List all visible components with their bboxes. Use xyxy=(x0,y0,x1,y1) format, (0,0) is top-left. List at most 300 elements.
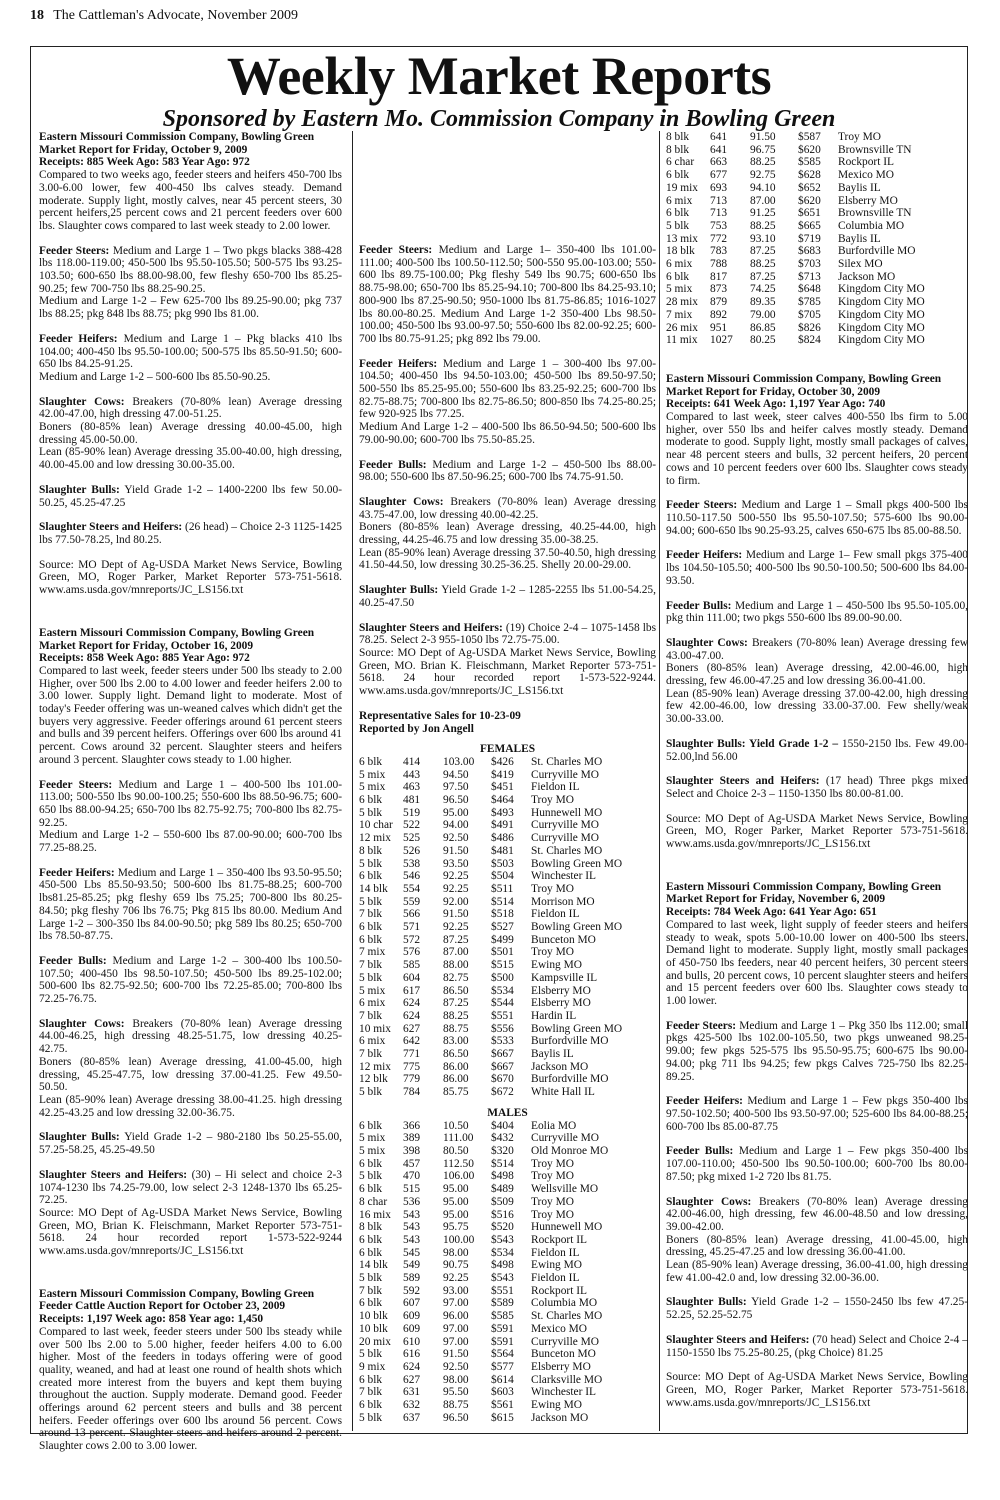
sale-town: St. Charles MO xyxy=(531,755,603,768)
category-label: Slaughter Steers and Heifers: xyxy=(39,521,183,534)
category-text: Yield Grade 1-2 – 1550-2450 lbs few 47.25-52.25, 52.25-52.75 xyxy=(666,1296,968,1322)
slaughter-steers-heifers xyxy=(666,775,968,800)
feeder-heifers xyxy=(359,358,656,422)
report-intro: Compared to last week, feeder steers under 500 lbs steady to 2.00 Higher, over 500 lbs 2.00 to 4.00 lower and feeder heifers 2.00 to 3.00 lower. Supply light. Demand light to moderate. Most of today's Feeder offering was un-weaned calves which didn't get the buyers very aggressive. Feeder offerings around 61 percent steers and bulls and 39 percent heifers. Offerings over 600 lbs around 41 percent. Cows around 32 percent. Slaughter steers and heifers around 3 percent. Slaughter cows steady to 1.00 higher. xyxy=(39,664,342,766)
sale-quantity: 10 char xyxy=(359,819,393,832)
slaughter-bulls xyxy=(359,584,656,609)
category-text: Breakers (70-80% lean) Average dressing 44.00-46.25, high dressing 48.25-51.75, low dressing 40.25-42.75. xyxy=(39,1017,342,1056)
sale-price: 91.50 xyxy=(750,131,776,143)
sale-town: Curryville MO xyxy=(531,819,600,832)
sale-price: 96.50 xyxy=(443,1411,469,1424)
sale-row xyxy=(666,283,968,296)
sale-quantity: 12 mix xyxy=(359,1060,391,1073)
column-1 xyxy=(39,131,342,1453)
sale-row xyxy=(359,1247,656,1260)
sale-row xyxy=(666,322,968,335)
sale-quantity: 6 blk xyxy=(359,870,383,883)
sale-price: 96.00 xyxy=(443,1310,469,1323)
sale-price: 83.00 xyxy=(443,1035,469,1048)
sale-amount: $651 xyxy=(798,207,821,220)
sale-amount: $493 xyxy=(491,806,514,819)
slaughter-cows xyxy=(666,637,968,662)
report-oct-9 xyxy=(39,131,342,597)
males-title: MALES xyxy=(487,1106,528,1119)
report-source: Source: MO Dept of Ag-USDA Market News Service, Bowling Green, MO. Brian K. Fleischmann, Market Reporter 573-751-5618. 24 hour recorded report 1-573-522-9244. www.ams.usda.gov/mnreports/JC_LS156.txt xyxy=(359,646,656,698)
sale-town: Ewing MO xyxy=(531,1399,582,1412)
sale-price: 92.00 xyxy=(443,895,469,908)
sale-row xyxy=(359,1120,656,1133)
sale-town: Brownsville TN xyxy=(838,143,912,156)
sale-weight: 873 xyxy=(710,283,728,296)
sale-price: 87.00 xyxy=(443,946,469,959)
sale-quantity: 5 blk xyxy=(359,1170,383,1183)
sale-price: 87.25 xyxy=(750,270,776,283)
sale-amount: $464 xyxy=(491,794,514,807)
category-text: Medium and Large 1 – Pkg 350 lbs 112.00; small pkgs 425-500 lbs 102.00-105.50, two pkgs unweaned 98.25-99.00; few pkgs 525-575 lbs 95.50-95.75; 600-675 lbs 90.00-94.00; pkg 711 lbs 94.25; few pkgs Calves 725-750 lbs 82.25-89.25. xyxy=(666,1019,968,1083)
sale-weight: 713 xyxy=(710,207,728,220)
sale-amount: $404 xyxy=(491,1119,514,1132)
sale-weight: 632 xyxy=(403,1399,421,1412)
sale-amount: $665 xyxy=(798,219,821,232)
category-text: Medium and Large 1 – Pkg blacks 410 lbs 104.00; 400-450 lbs 95.50-100.00; 500-575 lbs 85.50-91.50; 600-650 lbs 84.25-91.25. xyxy=(39,332,342,371)
sale-town: Bowling Green MO xyxy=(531,857,623,870)
sale-quantity: 5 blk xyxy=(359,857,383,870)
category-label: Feeder Bulls: xyxy=(359,458,427,471)
category-text: Breakers (70-80% lean) Average dressing 42.00-47.00, high dressing 47.00-51.25. xyxy=(39,395,342,421)
sale-row xyxy=(359,1259,656,1272)
sale-town: Curryville MO xyxy=(531,1335,600,1348)
sale-price: 91.50 xyxy=(443,908,469,921)
category-label: Feeder Heifers: xyxy=(39,866,115,879)
report-intro: Compared to two weeks ago, feeder steers and heifers 450-700 lbs 3.00-6.00 lower, few 400-450 lbs calves steady. Demand moderate. Supply light, mostly calves, near 45 percent steers, 30 percent heifers,25 percent cows and 21 percent feeders over 600 lbs. Slaughter cows compared to last week steady to 2.00 lower. xyxy=(39,169,342,232)
slaughter-cows xyxy=(39,396,342,421)
sale-amount: $432 xyxy=(491,1132,514,1145)
sale-price: 86.50 xyxy=(443,984,469,997)
page-subtitle: Sponsored by Eastern Mo. Commission Company in Bowling Green xyxy=(162,106,836,132)
slaughter-cows-boners: Boners (80-85% lean) Average dressing, 42.00-46.00, high dressing, few 46.00-47.25 and low dressing 36.00-41.00. xyxy=(666,662,968,688)
sale-row xyxy=(666,169,968,182)
sale-price: 87.25 xyxy=(443,933,469,946)
sale-weight: 389 xyxy=(403,1132,421,1145)
sale-amount: $826 xyxy=(798,321,821,334)
sale-price: 95.00 xyxy=(443,1183,469,1196)
sale-price: 88.75 xyxy=(443,1022,469,1035)
feeder-steers xyxy=(39,779,342,830)
category-label: Feeder Bulls: xyxy=(666,599,732,612)
sale-quantity: 11 mix xyxy=(666,334,698,347)
report-source: Source: MO Dept of Ag-USDA Market News Service, Bowling Green, MO, Roger Parker, Market Reporter 573-751-5618. www.ams.usda.gov/mnreports/JC_LS156.txt xyxy=(39,558,342,597)
sale-town: Burfordville MO xyxy=(838,245,916,258)
sale-row xyxy=(359,781,656,794)
column-2 xyxy=(352,131,656,1431)
sale-row xyxy=(666,245,968,258)
sale-weight: 616 xyxy=(403,1348,421,1361)
feeder-steers-2: Medium and Large 1-2 – 550-600 lbs 87.00-90.00; 600-700 lbs 77.25-88.25. xyxy=(39,829,342,855)
sale-price: 94.10 xyxy=(750,181,776,194)
sale-town: Morrison MO xyxy=(531,895,595,908)
sale-quantity: 5 blk xyxy=(359,1272,383,1285)
sale-quantity: 20 mix xyxy=(359,1335,391,1348)
sale-weight: 545 xyxy=(403,1246,421,1259)
sale-town: Ewing MO xyxy=(531,1259,582,1272)
sale-row xyxy=(666,296,968,309)
sale-row xyxy=(359,1158,656,1171)
sale-amount: $556 xyxy=(491,1022,514,1035)
report-receipts: Receipts: 784 Week Ago: 641 Year Ago: 651 xyxy=(666,906,877,919)
sale-quantity: 6 blk xyxy=(359,1183,383,1196)
sale-town: Columbia MO xyxy=(531,1297,598,1310)
sale-town: Troy MO xyxy=(531,946,574,959)
sale-amount: $514 xyxy=(491,895,514,908)
sale-quantity: 6 mix xyxy=(359,997,386,1010)
sale-price: 88.25 xyxy=(443,1009,469,1022)
sale-weight: 627 xyxy=(403,1022,421,1035)
sale-amount: $518 xyxy=(491,908,514,921)
sale-amount: $504 xyxy=(491,870,514,883)
sale-weight: 779 xyxy=(403,1073,421,1086)
sale-price: 80.25 xyxy=(750,334,776,347)
sale-amount: $498 xyxy=(491,1259,514,1272)
slaughter-cows-lean: Lean (85-90% lean) Average dressing 37.00-42.00, high dressing few 42.00-46.00, low dressing 33.00-37.00. Few shelly/weak 30.00-33.00. xyxy=(666,687,968,726)
sale-town: Troy MO xyxy=(531,1208,574,1221)
sale-price: 93.00 xyxy=(443,1284,469,1297)
sale-row xyxy=(359,1221,656,1234)
sale-row xyxy=(359,1386,656,1399)
sale-quantity: 5 blk xyxy=(359,1411,383,1424)
sale-town: Clarksville MO xyxy=(531,1373,603,1386)
sale-amount: $591 xyxy=(491,1335,514,1348)
sale-quantity: 5 mix xyxy=(666,283,693,296)
sale-quantity: 7 mix xyxy=(359,946,386,959)
sale-row xyxy=(359,1010,656,1023)
sale-quantity: 8 blk xyxy=(359,844,383,857)
sale-amount: $509 xyxy=(491,1195,514,1208)
sale-amount: $544 xyxy=(491,997,514,1010)
sale-amount: $585 xyxy=(798,156,821,169)
sale-weight: 753 xyxy=(710,219,728,232)
sale-row xyxy=(666,131,968,144)
category-label: Feeder Heifers: xyxy=(359,357,438,370)
sale-weight: 641 xyxy=(710,143,728,156)
sale-quantity: 8 char xyxy=(359,1195,388,1208)
sale-weight: 817 xyxy=(710,270,728,283)
sale-town: Elsberry MO xyxy=(531,997,591,1010)
sale-row xyxy=(359,858,656,871)
sale-price: 98.00 xyxy=(443,1373,469,1386)
sale-row xyxy=(359,1297,656,1310)
category-text: Yield Grade 1-2 – 1285-2255 lbs 51.00-54.25, 40.25-47.50 xyxy=(359,584,656,609)
sale-quantity: 16 mix xyxy=(359,1208,391,1221)
sale-weight: 713 xyxy=(710,194,728,207)
sale-price: 86.00 xyxy=(443,1073,469,1086)
report-receipts: Receipts: 641 Week Ago: 1,197 Year Ago: 740 xyxy=(666,398,886,411)
report-intro: Compared to last week, light supply of feeder steers and heifers steady to weak, spots 5.00-10.00 lower on 400-500 lbs steers. Demand light to moderate. Supply light, mostly small packages of 450-750 lbs feeders, near 40 percent heifers, 30 percent steers and bulls, 20 percent cows, 10 percent slaughter steers and heifers and 15 percent feeders over 600 lbs. Slaughter cows steady to 1.00 lower. xyxy=(666,918,968,1008)
category-label: Feeder Steers: xyxy=(666,1019,737,1032)
sale-row xyxy=(359,1048,656,1061)
sale-amount: $534 xyxy=(491,984,514,997)
sale-amount: $527 xyxy=(491,921,514,934)
sale-row xyxy=(359,1145,656,1158)
sale-price: 92.25 xyxy=(443,882,469,895)
sale-quantity: 12 mix xyxy=(359,832,391,845)
sale-price: 92.25 xyxy=(443,870,469,883)
sale-quantity: 8 blk xyxy=(666,131,690,143)
category-text: Medium and Large 1-2 – 300-400 lbs 100.50-107.50; 400-450 lbs 98.50-107.50; 450-500 lbs 89.25-102.00; 500-600 lbs 82.75-92.50; 600-700 lbs 72.25-85.00; 700-800 lbs 72.25-76.75. xyxy=(39,954,342,1006)
sale-row xyxy=(359,1336,656,1349)
slaughter-cows-boners: Boners (80-85% lean) Average dressing, 40.25-44.00, high dressing, 44.25-46.75 and low dressing 35.00-38.25. xyxy=(359,521,656,547)
sale-amount: $564 xyxy=(491,1348,514,1361)
sale-row xyxy=(359,794,656,807)
sale-amount: $591 xyxy=(491,1322,514,1335)
feeder-heifers-2: Medium and Large 1-2 – 500-600 lbs 85.50-90.25. xyxy=(39,370,271,383)
feeder-steers xyxy=(666,1020,968,1084)
males-table xyxy=(359,1120,656,1425)
sale-quantity: 18 blk xyxy=(666,245,695,258)
sale-row xyxy=(359,883,656,896)
sale-amount: $628 xyxy=(798,169,821,182)
sale-row xyxy=(666,182,968,195)
sale-town: Baylis IL xyxy=(838,232,881,245)
sale-amount: $320 xyxy=(491,1145,514,1157)
sale-amount: $451 xyxy=(491,781,514,794)
sale-amount: $543 xyxy=(491,1272,514,1285)
sale-amount: $667 xyxy=(491,1048,514,1061)
sale-row xyxy=(359,1412,656,1425)
sale-weight: 772 xyxy=(710,232,728,245)
sale-row xyxy=(359,1086,656,1099)
report-intro: Compared to last week, steer calves 400-550 lbs firm to 5.00 higher, over 550 lbs and heifer calves mostly steady. Demand moderate to good. Supply light, mostly small packages of calves, near 48 percent steers and bulls, 32 percent heifers, 20 percent cows and 10 percent feeders over 600 lbs. Slaughter cows steady to firm. xyxy=(666,411,968,487)
sale-price: 10.50 xyxy=(443,1119,469,1132)
sale-row xyxy=(359,845,656,858)
feeder-bulls xyxy=(39,955,342,1006)
sale-weight: 519 xyxy=(403,806,421,819)
sale-town: Kingdom City MO xyxy=(838,308,925,321)
category-label: Feeder Bulls: xyxy=(666,1145,734,1158)
sale-amount: $672 xyxy=(491,1086,514,1099)
category-text: Medium and Large 1 – Small pkgs 400-500 lbs 110.50-117.50 500-550 lbs 95.50-107.50; 575-600 lbs 90.00-94.00; 600-650 lbs 90.25-93.25, calves 650-675 lbs 85.00-88.50. xyxy=(666,499,968,537)
sale-price: 92.25 xyxy=(443,921,469,934)
category-text: Breakers (70-80% lean) Average dressing 43.75-47.00, low dressing 40.00-42.25. xyxy=(359,495,656,521)
sale-town: Winchester IL xyxy=(531,870,597,883)
slaughter-steers-heifers xyxy=(666,1334,968,1359)
sale-quantity: 6 mix xyxy=(666,194,693,207)
report-date: Market Report for Friday, October 16, 2009 xyxy=(39,639,254,652)
sale-row xyxy=(359,1170,656,1183)
sale-price: 98.00 xyxy=(443,1246,469,1259)
sale-quantity: 14 blk xyxy=(359,882,388,895)
sale-quantity: 6 blk xyxy=(359,755,383,768)
sale-amount: $719 xyxy=(798,232,821,245)
sale-amount: $500 xyxy=(491,971,514,984)
sale-town: Jackson MO xyxy=(838,270,896,283)
sale-weight: 771 xyxy=(403,1048,421,1061)
sale-town: Burfordville MO xyxy=(531,1035,609,1048)
sale-quantity: 19 mix xyxy=(666,181,698,194)
sale-quantity: 6 blk xyxy=(359,1157,383,1170)
feeder-steers xyxy=(666,499,968,537)
sale-weight: 624 xyxy=(403,1360,421,1373)
report-oct-30 xyxy=(666,373,968,851)
sales-reporter: Reported by Jon Angell xyxy=(359,722,474,735)
sale-amount: $713 xyxy=(798,270,821,283)
sale-quantity: 5 mix xyxy=(359,781,386,794)
sale-weight: 1027 xyxy=(710,334,733,347)
sale-amount: $491 xyxy=(491,819,514,832)
sale-row xyxy=(359,1272,656,1285)
sale-row xyxy=(359,807,656,820)
report-heading: Eastern Missouri Commission Company, Bowling Green xyxy=(39,131,315,143)
sale-weight: 663 xyxy=(710,156,728,169)
category-label: Feeder Heifers: xyxy=(666,549,743,562)
sale-price: 95.00 xyxy=(443,1195,469,1208)
sale-town: Kampsville IL xyxy=(531,971,598,984)
sale-weight: 543 xyxy=(403,1233,421,1246)
sale-amount: $503 xyxy=(491,857,514,870)
sale-price: 88.25 xyxy=(750,258,776,271)
feeder-bulls xyxy=(359,459,656,484)
sale-weight: 784 xyxy=(403,1086,421,1099)
report-source: Source: MO Dept of Ag-USDA Market News Service, Bowling Green, MO, Brian K. Fleischmann, Market Reporter 573-751-5618. 24 hour recorded report 1-573-522-9244 www.ams.usda.gov/mnreports/JC_LS156.txt xyxy=(39,1206,342,1258)
sale-row xyxy=(359,997,656,1010)
sale-weight: 609 xyxy=(403,1322,421,1335)
sale-row xyxy=(359,1323,656,1336)
sale-row xyxy=(359,908,656,921)
feeder-steers-2: Medium and Large 1-2 – Few 625-700 lbs 89.25-90.00; pkg 737 lbs 88.25; pkg 848 lbs 88.75; pkg 990 lbs 81.00. xyxy=(39,295,342,321)
report-oct-16 xyxy=(39,627,342,1258)
sale-row xyxy=(359,756,656,769)
report-date: Market Report for Friday, October 9, 2009 xyxy=(39,143,248,156)
sale-town: Kingdom City MO xyxy=(838,296,925,309)
slaughter-cows xyxy=(666,1196,968,1234)
category-text: (70 head) Select and Choice 2-4 – 1150-1550 lbs 75.25-80.25, (pkg Choice) 81.25 xyxy=(666,1333,968,1359)
sale-town: Troy MO xyxy=(531,882,574,895)
category-label: Feeder Heifers: xyxy=(666,1095,743,1108)
sale-amount: $419 xyxy=(491,768,514,781)
sale-row xyxy=(359,819,656,832)
sale-amount: $551 xyxy=(491,1009,514,1022)
sale-town: Rockport IL xyxy=(838,156,894,169)
sale-row xyxy=(359,959,656,972)
category-label: Slaughter Cows: xyxy=(39,1017,125,1030)
sale-town: Kingdom City MO xyxy=(838,283,925,296)
feeder-heifers xyxy=(666,549,968,587)
feeder-steers xyxy=(39,245,342,296)
category-text: (26 head) – Choice 2-3 1125-1425 lbs 77.50-78.25, lnd 80.25. xyxy=(39,521,342,546)
category-text: Medium and Large 1 – Two pkgs blacks 388-428 lbs 118.00-119.00; 450-500 lbs 95.50-105.50; 500-575 lbs 93.25-103.50; 600-650 lbs 88.00-98.00, few fleshy 650-700 lbs 85.25-90.25; few 700-750 lbs 88.25-90.25. xyxy=(39,244,342,295)
sale-price: 91.50 xyxy=(443,844,469,857)
sale-quantity: 7 blk xyxy=(359,1284,383,1297)
sale-amount: $785 xyxy=(798,296,821,309)
category-text: Yield Grade 1-2 – 980-2180 lbs 50.25-55.00, 57.25-58.25, 45.25-49.50 xyxy=(39,1131,342,1157)
category-label: Slaughter Steers and Heifers: xyxy=(666,775,820,788)
category-text: Medium and Large 1-2 – 450-500 lbs 88.00-98.00; 550-600 lbs 87.50-96.25; 600-700 lbs 74.75-91.50. xyxy=(359,458,656,484)
sale-town: Bunceton MO xyxy=(531,933,596,946)
feeder-steers xyxy=(359,244,656,346)
sale-price: 103.00 xyxy=(443,755,475,768)
sale-row xyxy=(666,207,968,220)
sale-weight: 677 xyxy=(710,169,728,182)
sale-town: Burfordville MO xyxy=(531,1073,609,1086)
sale-amount: $533 xyxy=(491,1035,514,1048)
category-text: Medium and Large 1 – 300-400 lbs 97.00-104.50; 400-450 lbs 94.50-103.00; 450-500 lbs 89.50-97.50; 500-550 lbs 85.25-95.00; 550-600 lbs 83.25-92.25; 600-700 lbs 82.75-88.75; 700-800 lbs 82.75-86.50; 800-850 lbs 74.25-80.25; few 920-925 lbs 77.25. xyxy=(359,357,657,421)
sale-weight: 554 xyxy=(403,882,421,895)
sale-town: Old Monroe MO xyxy=(531,1145,609,1157)
sale-amount: $683 xyxy=(798,245,821,258)
report-receipts: Receipts: 1,197 Week ago: 858 Year ago: 1,450 xyxy=(39,1313,264,1326)
category-label: Slaughter Bulls: xyxy=(666,1296,747,1309)
sale-quantity: 6 blk xyxy=(359,1233,383,1246)
category-text: Breakers (70-80% lean) Average dressing 42.00-46.00, high dressing, few 46.00-48.50 and low dressing, 39.00-42.00. xyxy=(666,1195,969,1233)
category-label: Feeder Heifers: xyxy=(39,332,118,345)
running-header xyxy=(30,8,298,24)
sale-price: 92.25 xyxy=(443,1272,469,1285)
sale-row xyxy=(359,1073,656,1086)
feeder-heifers xyxy=(666,1095,968,1133)
sale-amount: $481 xyxy=(491,844,514,857)
category-label: Feeder Steers: xyxy=(39,244,110,257)
sale-town: Ewing MO xyxy=(531,959,582,972)
category-label: Slaughter Cows: xyxy=(666,1195,752,1208)
sale-amount: $551 xyxy=(491,1284,514,1297)
sale-town: Brownsville TN xyxy=(838,207,912,220)
sale-price: 91.25 xyxy=(750,207,776,220)
sale-town: Silex MO xyxy=(838,258,883,271)
report-receipts: Receipts: 858 Week Ago: 885 Year Ago: 972 xyxy=(39,652,250,665)
category-label: Slaughter Steers and Heifers: xyxy=(39,1168,188,1181)
sale-row xyxy=(359,946,656,959)
sale-quantity: 6 mix xyxy=(359,1035,386,1048)
report-nov-6 xyxy=(666,881,968,1410)
category-label: Slaughter Bulls: xyxy=(359,584,439,597)
category-text: (19) Choice 2-4 – 1075-1458 lbs 78.25. Select 2-3 955-1050 lbs 72.75-75.00. xyxy=(359,621,657,647)
sale-row xyxy=(359,1035,656,1048)
sale-weight: 543 xyxy=(403,1208,421,1221)
sale-amount: $534 xyxy=(491,1246,514,1259)
sale-row xyxy=(359,870,656,883)
feeder-heifers xyxy=(39,867,342,943)
sale-price: 85.75 xyxy=(443,1086,469,1099)
sale-quantity: 6 blk xyxy=(359,921,383,934)
sale-town: Fieldon IL xyxy=(531,781,580,794)
sale-quantity: 6 mix xyxy=(666,258,693,271)
sale-town: Fieldon IL xyxy=(531,1272,580,1285)
sale-town: Winchester IL xyxy=(531,1386,597,1399)
sale-price: 93.50 xyxy=(443,857,469,870)
sale-quantity: 7 mix xyxy=(666,308,693,321)
report-oct-23 xyxy=(39,1288,342,1453)
sale-town: Troy MO xyxy=(531,1157,574,1170)
sale-amount: $498 xyxy=(491,1170,514,1183)
sale-weight: 457 xyxy=(403,1157,421,1170)
sale-weight: 576 xyxy=(403,946,421,959)
males-table-continued xyxy=(666,131,968,347)
sale-town: Bowling Green MO xyxy=(531,921,623,934)
sale-quantity: 5 blk xyxy=(359,895,383,908)
feeder-bulls xyxy=(666,600,968,625)
sale-row xyxy=(666,334,968,347)
sale-row xyxy=(666,220,968,233)
sale-price: 92.50 xyxy=(443,832,469,845)
sale-quantity: 5 mix xyxy=(359,984,386,997)
slaughter-bulls xyxy=(39,484,342,509)
report-heading: Eastern Missouri Commission Company, Bowling Green xyxy=(666,372,942,385)
sale-town: Troy MO xyxy=(531,794,574,807)
masthead xyxy=(31,47,967,133)
sale-quantity: 12 blk xyxy=(359,1073,388,1086)
sale-town: Mexico MO xyxy=(531,1322,587,1335)
sale-price: 96.50 xyxy=(443,794,469,807)
category-text: Medium and Large 1– 350-400 lbs 101.00-111.00; 400-500 lbs 100.50-112.50; 500-550 95.00-103.00; 550-600 lbs 89.75-100.00; Pkg fleshy 549 lbs 90.75; 600-650 lbs 88.75-98.00; 650-700 lbs 85.25-94.10; 700-800 lbs 84.25-93.10; 800-900 lbs 87.25-90.50; 950-1000 lbs 81.75-86.85; 1016-1027 lbs 80.00-80.25. Medium And Large 1-2 350-400 Lbs 98.50-100.00; 450-500 lbs 93.00-97.50; 550-600 lbs 82.00-92.25; 600-700 lbs 80.75-91.25; pkg 892 lbs 79.00. xyxy=(359,244,656,345)
